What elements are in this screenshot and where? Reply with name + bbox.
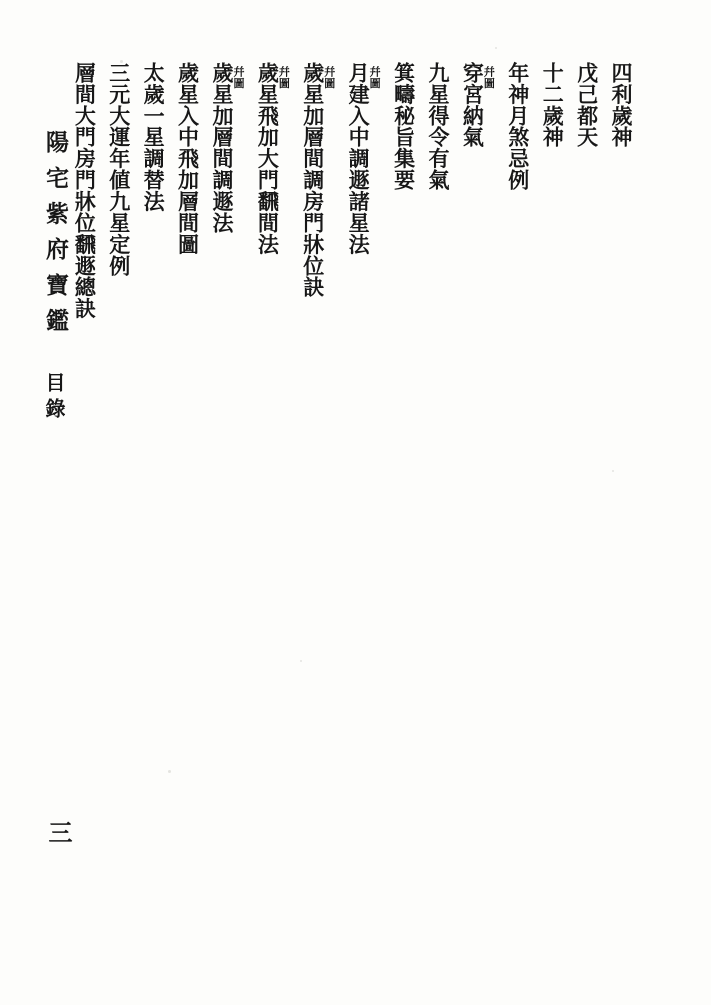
table-of-contents <box>68 62 639 422</box>
toc-entry[interactable] <box>342 62 387 255</box>
scan-speckle <box>168 770 171 773</box>
section-label: 目錄 <box>42 372 66 424</box>
toc-entry-title: 九星得令有氣 <box>425 62 451 191</box>
toc-entry[interactable] <box>387 62 421 191</box>
toc-entry-note: 幷圖 <box>231 66 245 89</box>
toc-entry[interactable] <box>570 62 604 148</box>
toc-entry-title: 穿宮納氣 <box>460 62 486 148</box>
toc-entry-title: 歲星入中飛加層間圖 <box>175 62 201 255</box>
toc-entry[interactable] <box>171 62 205 255</box>
toc-entry-title: 歲星飛加大門飜間法 <box>255 62 281 255</box>
toc-entry[interactable] <box>501 62 535 191</box>
toc-entry[interactable] <box>536 62 570 148</box>
toc-entry-title: 三元大運年値九星定例 <box>106 62 132 277</box>
toc-entry[interactable] <box>456 62 501 148</box>
toc-entry[interactable] <box>605 62 639 148</box>
toc-entry-title: 歲星加層間調房門牀位訣 <box>300 62 326 298</box>
toc-entry[interactable] <box>251 62 296 255</box>
toc-entry-title: 四利歲神 <box>609 62 634 148</box>
scan-speckle <box>300 660 302 662</box>
toc-entry-note: 幷圖 <box>368 66 382 89</box>
toc-entry-title: 箕疇秘旨集要 <box>391 62 417 191</box>
toc-entry-title: 太歲一星調替法 <box>141 62 167 212</box>
toc-entry-title: 層間大門房門牀位飜遯總訣 <box>72 62 98 320</box>
page-number: 三 <box>44 820 73 845</box>
toc-entry-note: 幷圖 <box>482 66 496 89</box>
scan-speckle <box>495 47 497 49</box>
toc-entry-note: 幷圖 <box>277 66 291 89</box>
toc-entry[interactable] <box>68 62 102 319</box>
toc-entry-note: 幷圖 <box>322 66 336 89</box>
toc-entry[interactable] <box>296 62 341 298</box>
toc-entry[interactable] <box>137 62 171 212</box>
toc-entry-title: 月建入中調遯諸星法 <box>346 62 372 255</box>
toc-entry-title: 十二歲神 <box>540 62 566 148</box>
toc-entry-title: 年神月煞忌例 <box>505 62 531 191</box>
toc-entry-title: 戊己都天 <box>574 62 600 148</box>
toc-entry[interactable] <box>102 62 136 276</box>
toc-entry[interactable] <box>422 62 456 191</box>
toc-entry-title: 歲星加層間調遯法 <box>209 62 235 234</box>
toc-entry[interactable] <box>206 62 251 233</box>
scan-speckle <box>612 470 614 472</box>
book-title: 陽宅紫府寶鑑 <box>42 130 69 344</box>
